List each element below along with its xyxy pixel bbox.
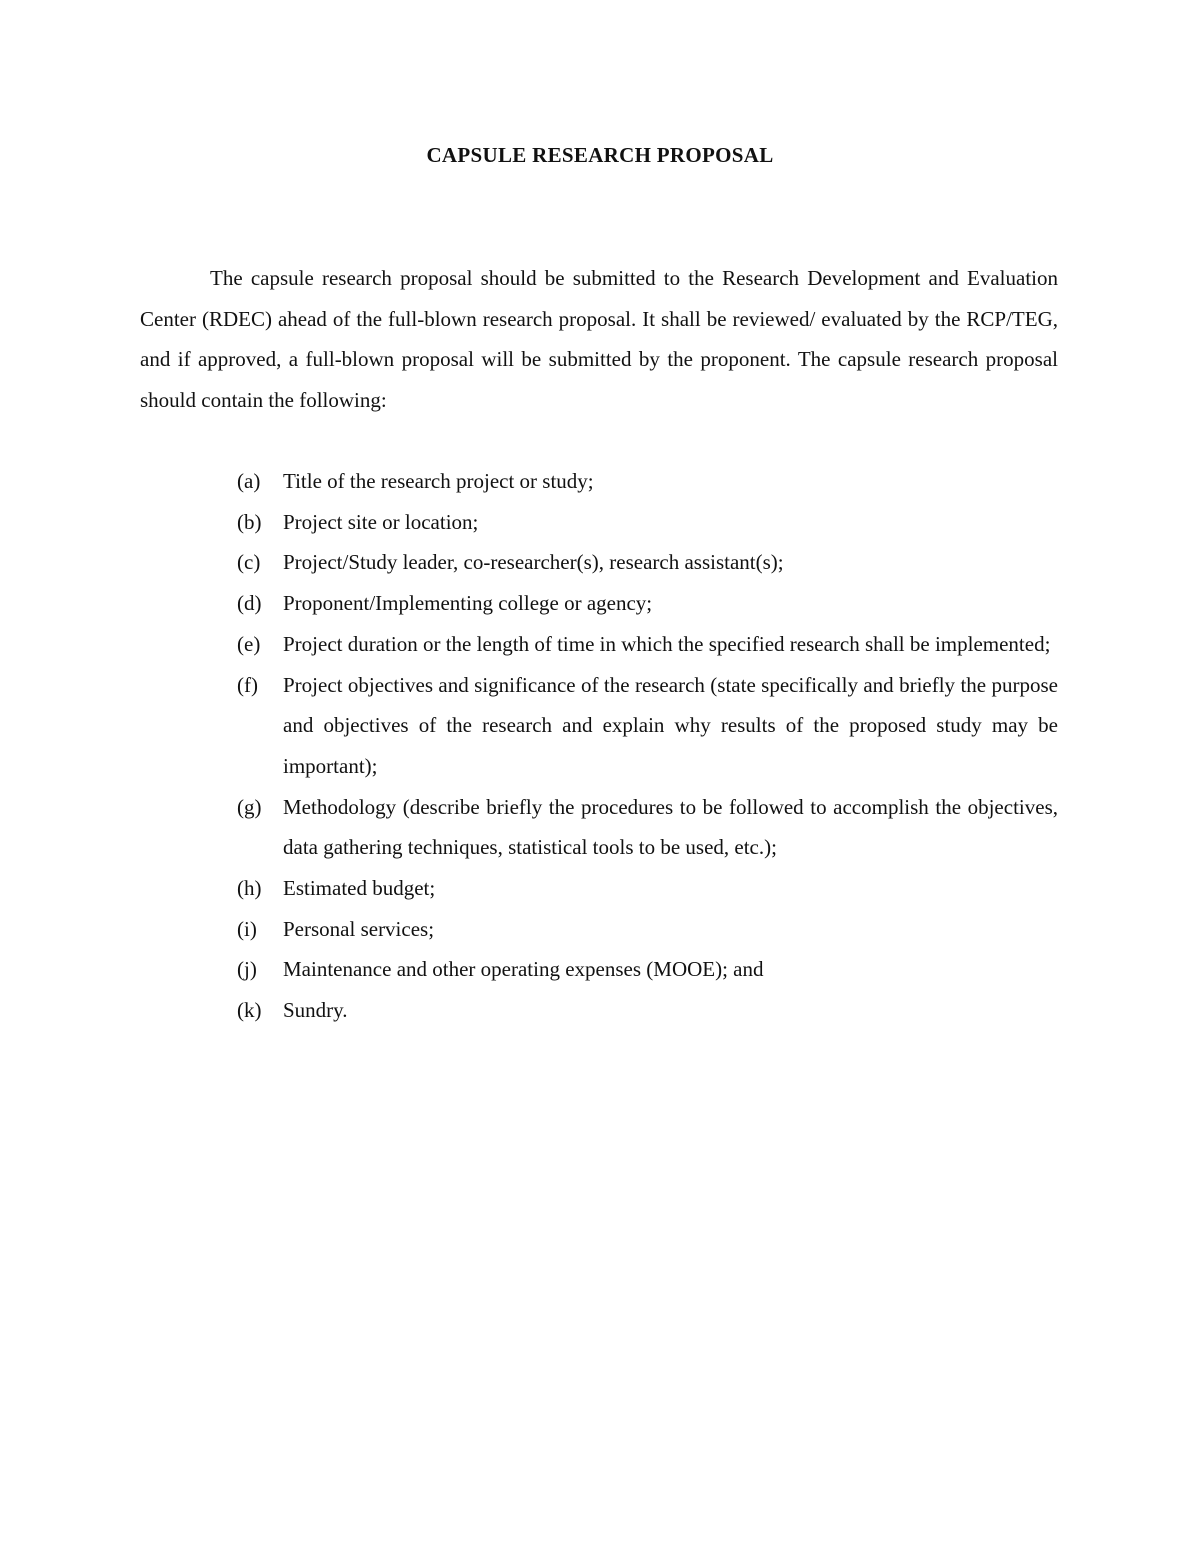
list-item (237, 665, 1058, 787)
requirements-list (237, 461, 1058, 1031)
list-item-text: Sundry. (283, 998, 348, 1023)
list-item (237, 461, 1058, 502)
list-item-text: Title of the research project or study; (283, 469, 594, 493)
list-item (237, 502, 1058, 543)
list-item-text: Estimated budget; (283, 876, 436, 901)
list-marker: (a) (237, 469, 261, 493)
list-item (237, 949, 1058, 990)
list-item-text: Project duration or the length of time in which the specified research shall be implemented; (283, 631, 1051, 656)
list-item-text: Personal services; (283, 916, 435, 941)
list-marker: (g) (237, 794, 262, 819)
document-title: CAPSULE RESEARCH PROPOSAL (426, 143, 774, 167)
list-item-text: Project site or location; (283, 509, 479, 534)
list-item (237, 868, 1058, 909)
list-marker: (d) (237, 591, 262, 616)
list-item (237, 990, 1058, 1031)
list-marker: (j) (237, 957, 257, 982)
list-marker: (f) (237, 672, 258, 697)
list-item-text: Project/Study leader, co-researcher(s), research assistant(s); (283, 550, 784, 575)
list-marker: (i) (237, 916, 257, 941)
list-item (237, 583, 1058, 624)
list-item (237, 624, 1058, 665)
list-marker: (e) (237, 631, 261, 656)
list-marker: (k) (237, 998, 262, 1023)
list-item-text: Maintenance and other operating expenses (MOOE); and (283, 957, 764, 982)
list-item-text: Methodology (describe briefly the procedures to be followed to accomplish the objectives, data gathering techniques, statistical tools to be used, etc.); (283, 794, 1058, 860)
list-marker: (b) (237, 509, 262, 534)
intro-paragraph: The capsule research proposal should be submitted to the Research Development and Evaluation Center (RDEC) ahead of the full-blown research proposal. It shall be reviewed/ evaluated by the RCP/TEG, and if approved, a full-blown proposal will be submitted by the proponent. The capsule research proposal should contain the following: (140, 266, 1058, 412)
list-item-text: Proponent/Implementing college or agency; (283, 591, 653, 616)
list-item-text: Project objectives and significance of the research (state specifically and briefly the purpose and objectives of the research and explain why results of the proposed study may be important); (283, 672, 1058, 778)
list-marker: (c) (237, 550, 261, 575)
list-marker: (h) (237, 876, 262, 901)
list-item (237, 787, 1058, 868)
list-item (237, 909, 1058, 950)
list-item (237, 542, 1058, 583)
